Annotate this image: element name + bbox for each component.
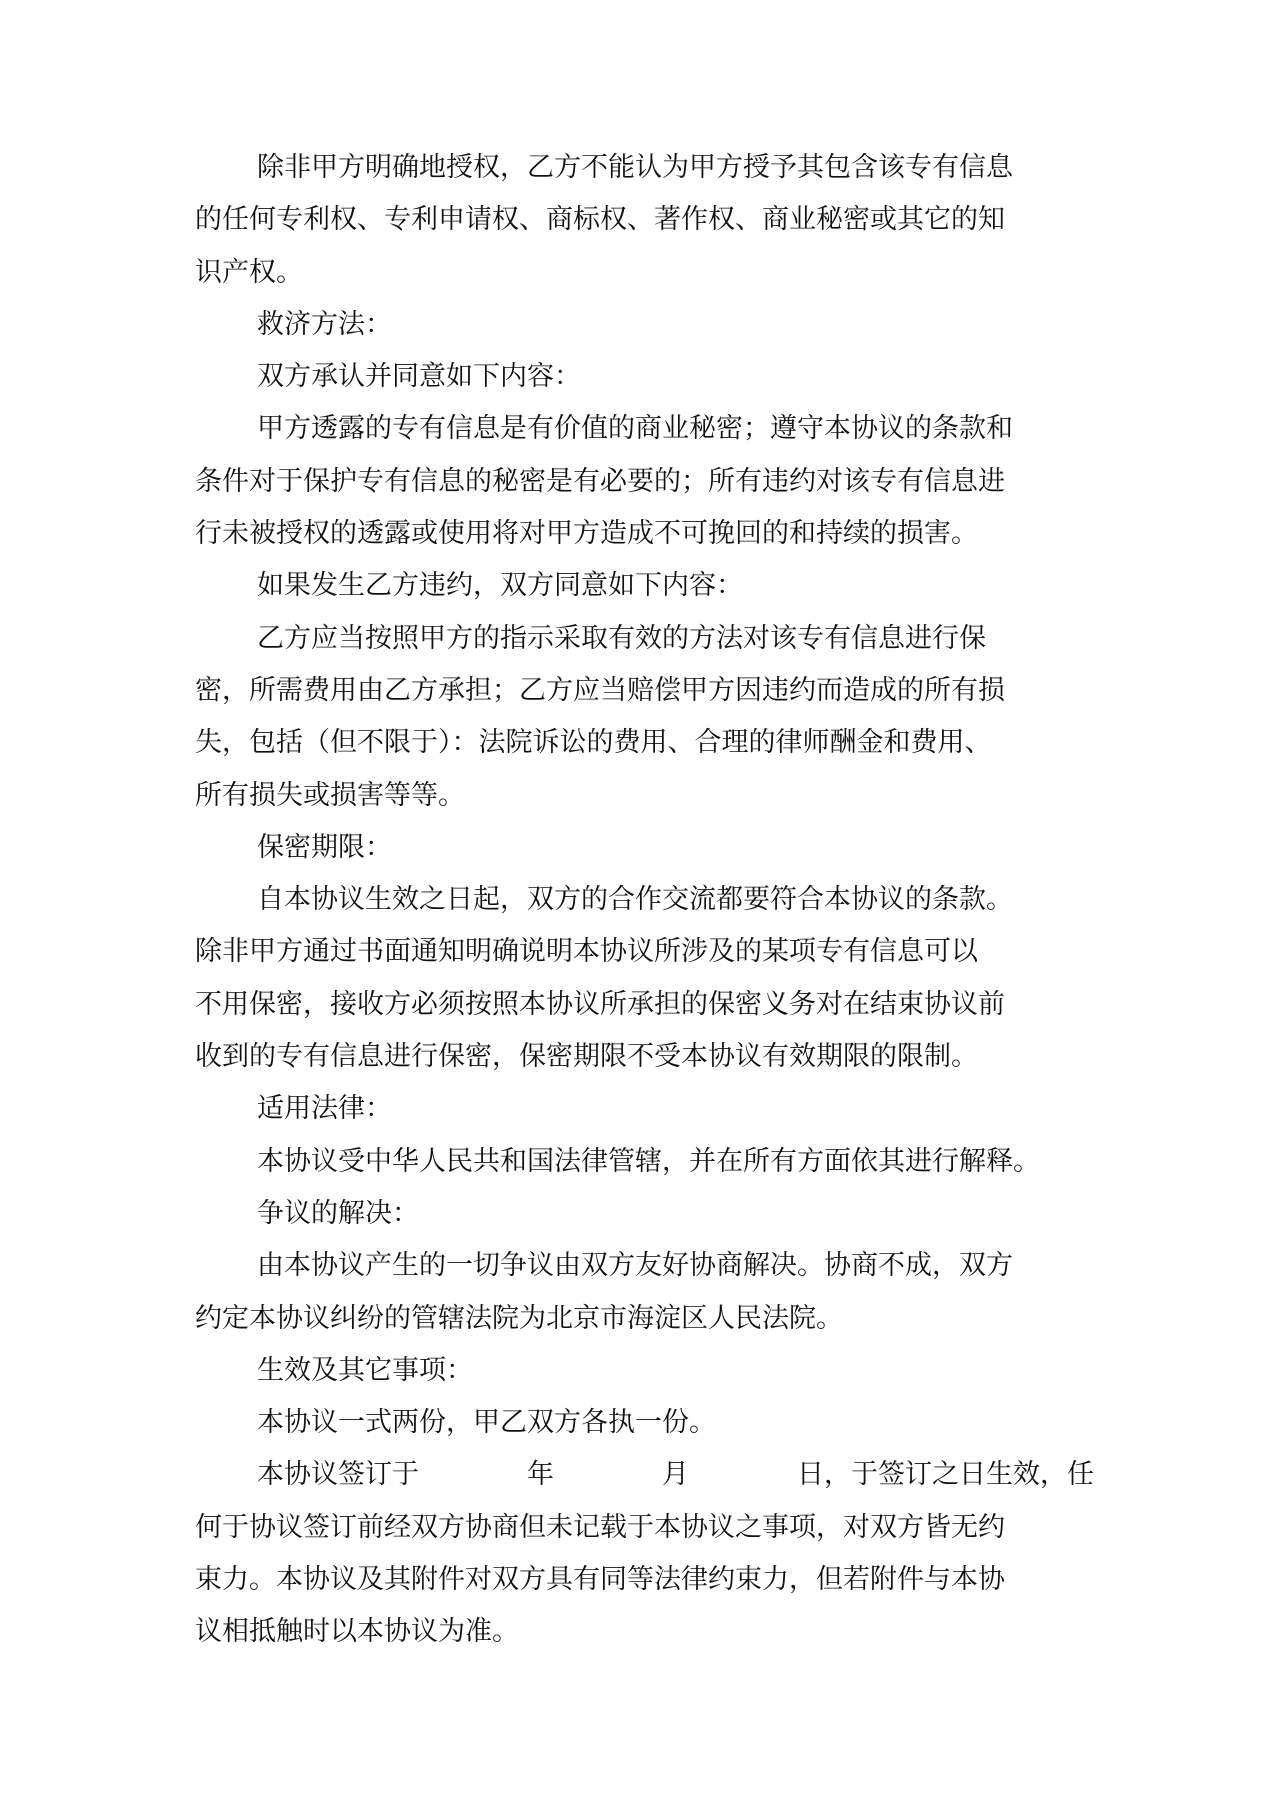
- signing-date-line: [195, 1449, 1105, 1501]
- text-line: 自本协议生效之日起，双方的合作交流都要符合本协议的条款。: [257, 884, 1013, 916]
- text-line: 密，所需费用由乙方承担；乙方应当赔偿甲方因违约而造成的所有损: [195, 674, 1005, 706]
- document-page: [195, 142, 1105, 1659]
- document-body: [195, 142, 1105, 1449]
- text-line: 争议的解决：: [257, 1197, 419, 1229]
- text-line: 除非甲方通过书面通知明确说明本协议所涉及的某项专有信息可以: [195, 936, 978, 968]
- text-line: 行未被授权的透露或使用将对甲方造成不可挽回的和持续的损害。: [195, 518, 978, 550]
- text-line: 约定本协议纠纷的管辖法院为北京市海淀区人民法院。: [195, 1302, 843, 1334]
- text-line: 保密期限：: [257, 831, 392, 863]
- text-line: 乙方应当按照甲方的指示采取有效的方法对该专有信息进行保: [257, 622, 986, 654]
- text-line: 束力。本协议及其附件对双方具有同等法律约束力，但若附件与本协: [195, 1564, 1005, 1596]
- text-line: 本协议受中华人民共和国法律管辖，并在所有方面依其进行解释。: [257, 1145, 1040, 1177]
- text-line: 除非甲方明确地授权，乙方不能认为甲方授予其包含该专有信息: [257, 152, 1013, 183]
- text-line: 何于协议签订前经双方协商但未记载于本协议之事项，对双方皆无约: [195, 1511, 1005, 1543]
- text-line: 甲方透露的专有信息是有价值的商业秘密；遵守本协议的条款和: [257, 413, 1013, 445]
- text-line: 本协议一式两份，甲乙双方各执一份。: [257, 1407, 716, 1439]
- day-label: 日: [797, 1459, 824, 1491]
- closing-body: [195, 1502, 1105, 1659]
- text-line: 收到的专有信息进行保密，保密期限不受本协议有效期限的限制。: [195, 1041, 978, 1073]
- text-line: 失，包括（但不限于）：法院诉讼的费用、合理的律师酬金和费用、: [195, 727, 992, 759]
- text-line: 条件对于保护专有信息的秘密是有必要的；所有违约对该专有信息进: [195, 465, 1005, 497]
- text-line: 由本协议产生的一切争议由双方友好协商解决。协商不成，双方: [257, 1250, 1013, 1282]
- month-label: 月: [662, 1459, 689, 1491]
- text-line: 如果发生乙方违约，双方同意如下内容：: [257, 570, 743, 602]
- text-line: 的任何专利权、专利申请权、商标权、著作权、商业秘密或其它的知: [195, 204, 1005, 236]
- text-line: 识产权。: [195, 256, 303, 288]
- text-line: 生效及其它事项：: [257, 1354, 473, 1386]
- text-line: 适用法律：: [257, 1093, 392, 1125]
- text-line: 双方承认并同意如下内容：: [257, 361, 581, 393]
- year-label: 年: [527, 1459, 554, 1491]
- text-line: 不用保密，接收方必须按照本协议所承担的保密义务对在结束协议前: [195, 988, 1005, 1020]
- signing-suffix: ，于签订之日生效，任: [824, 1459, 1094, 1491]
- text-line: 所有损失或损害等等。: [195, 779, 465, 811]
- text-line: 救济方法：: [257, 308, 392, 340]
- signing-prefix: 本协议签订于: [257, 1459, 419, 1491]
- text-line: 议相抵触时以本协议为准。: [195, 1616, 519, 1648]
